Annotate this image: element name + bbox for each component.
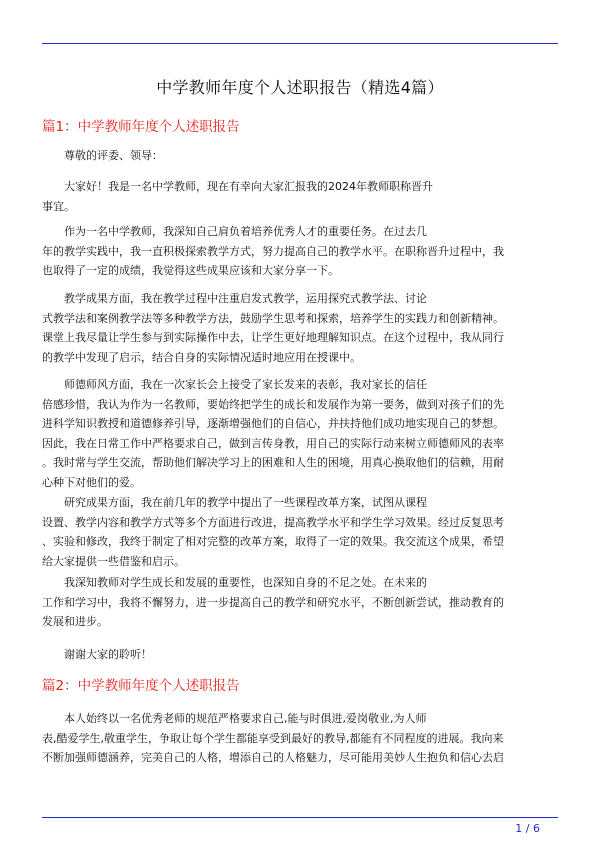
text-line: 的教学中发现了启示，结合自身的实际情况适时地应用在授课中。	[42, 350, 361, 364]
text-line: 作为一名中学教师，我深知自己肩负着培养优秀人才的重要任务。在过去几	[42, 225, 427, 238]
footer-rule	[42, 817, 558, 818]
text-line: 工作和学习中，我将不懈努力，进一步提高自己的教学和研究水平，不断创新尝试，推动教育的	[42, 595, 504, 609]
s1-paragraph-future	[42, 573, 558, 632]
text-line: 。我时常与学生交流，帮助他们解决学习上的困难和人生的困境，用真心换取他们的信赖，用耐	[42, 456, 504, 469]
text-line: 因此，我在日常工作中严格要求自己，做到言传身教，用自己的实际行动来树立师德师风的表率	[42, 436, 504, 450]
header-rule	[42, 43, 558, 44]
text-line: 不断加强师德涵养，完美自己的人格，增添自己的人格魅力，尽可能用美妙人生抱负和信心去启	[42, 751, 504, 764]
text-line: 给大家提供一些借鉴和启示。	[42, 554, 185, 568]
s1-paragraph-salutation	[42, 146, 558, 166]
s1-paragraph-closing	[42, 645, 558, 665]
s1-paragraph-research	[42, 493, 558, 571]
text-line: 发展和进步。	[42, 615, 108, 628]
document-title: 中学教师年度个人述职报告（精选4篇）	[156, 78, 444, 97]
text-line: 本人始终以一名优秀老师的规范严格要求自己,能与时俱进,爱岗敬业,为人师	[42, 712, 427, 725]
section-2-heading: 篇2：中学教师年度个人述职报告	[42, 678, 240, 694]
text-line: 进科学知识教授和道德修养引导，逐渐增强他们的自信心，并扶持他们成功地实现自己的梦想。	[42, 417, 504, 430]
s1-paragraph-teaching	[42, 289, 558, 367]
text-line: 教学成果方面，我在教学过程中注重启发式教学，运用探究式教学法、讨论	[42, 292, 427, 305]
text-line: 、实验和修改，我终于制定了相对完整的改革方案，取得了一定的效果。我交流这个成果，希望	[42, 535, 504, 548]
text-line: 事宜。	[42, 199, 75, 213]
s1-paragraph-ethics	[42, 375, 558, 492]
text-line: 也取得了一定的成绩，我觉得这些成果应该和大家分享一下。	[42, 264, 339, 277]
text-line: 研究成果方面，我在前几年的教学中提出了一些课程改革方案，试图从课程	[42, 496, 427, 509]
text-line: 倍感珍惜，我认为作为一名教师，要始终把学生的成长和发展作为第一要务，做到对孩子们的先	[42, 397, 504, 411]
text-line: 尊敬的评委、领导：	[42, 149, 163, 162]
text-line: 谢谢大家的聆听！	[42, 648, 152, 661]
s1-paragraph-greeting	[42, 177, 558, 216]
text-line: 我深知教师对学生成长和发展的重要性，也深知自身的不足之处。在未来的	[42, 576, 427, 589]
text-line: 设置、教学内容和教学方式等多个方面进行改进，提高教学水平和学生学习效果。经过反复思考	[42, 515, 504, 529]
section-1-heading: 篇1：中学教师年度个人述职报告	[42, 119, 240, 135]
text-line: 表,酷爱学生,敬重学生，争取让每个学生都能享受到最好的教导,都能有不同程度的进展。我向来	[42, 731, 504, 745]
text-line: 心种下对他们的爱。	[42, 475, 141, 489]
s1-paragraph-intro	[42, 222, 558, 281]
text-line: 大家好！我是一名中学教师，现在有幸向大家汇报我的2024年教师职称晋升	[42, 180, 433, 193]
text-line: 年的教学实践中，我一直积极探索教学方式，努力提高自己的教学水平。在职称晋升过程中，我	[42, 244, 504, 258]
text-line: 式教学法和案例教学法等多种教学方法，鼓励学生思考和探索，培养学生的实践力和创新精神。	[42, 311, 504, 325]
text-line: 师德师风方面，我在一次家长会上接受了家长发来的表彰，我对家长的信任	[42, 378, 427, 391]
text-line: 课堂上我尽量让学生参与到实际操作中去，让学生更好地理解知识点。在这个过程中，我从同行	[42, 331, 504, 344]
page-number: 1 / 6	[515, 822, 540, 835]
s2-paragraph-1	[42, 709, 558, 768]
